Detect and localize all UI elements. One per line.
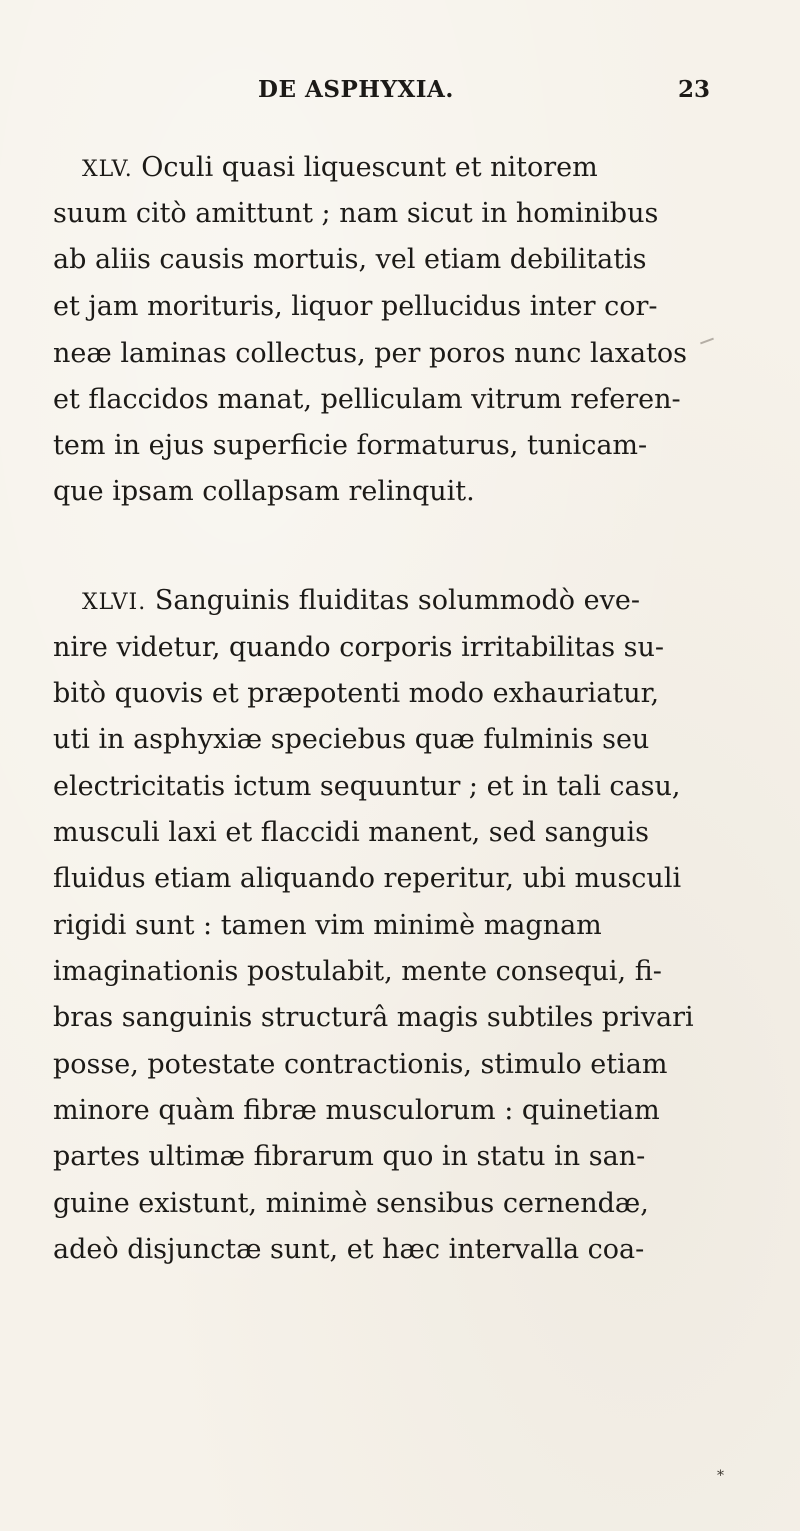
text-line: imaginationis postulabit, mente consequi, fi-	[53, 956, 662, 987]
section-numeral: XLV.	[82, 157, 133, 182]
text-line: que ipsam collapsam relinquit.	[53, 476, 475, 507]
section-numeral: XLVI.	[82, 590, 147, 615]
text-line: nire videtur, quando corporis irritabilitas su-	[53, 632, 665, 663]
text-line: partes ultimæ fibrarum quo in statu in san-	[53, 1141, 646, 1172]
text-line: adeò disjunctæ sunt, et hæc intervalla coa-	[53, 1234, 645, 1265]
text-line: neæ laminas collectus, per poros nunc laxatos	[53, 338, 688, 369]
text-line: rigidi sunt : tamen vim minimè magnam	[53, 910, 602, 941]
page-number: 23	[678, 76, 711, 103]
line-text: Sanguinis fluiditas solummodò eve-	[146, 585, 640, 616]
text-line: et jam morituris, liquor pellucidus inter cor-	[53, 291, 658, 322]
text-line: minore quàm fibræ musculorum : quinetiam	[53, 1095, 660, 1126]
text-line: tem in ejus superficie formaturus, tunicam-	[53, 430, 648, 461]
text-line: guine existunt, minimè sensibus cernendæ,	[53, 1188, 649, 1219]
text-line	[82, 151, 598, 185]
text-line: musculi laxi et flaccidi manent, sed sanguis	[53, 817, 649, 848]
text-line: uti in asphyxiæ speciebus quæ fulminis seu	[53, 724, 650, 755]
text-line: bitò quovis et præpotenti modo exhauriatur,	[53, 678, 660, 709]
text-line: fluidus etiam aliquando reperitur, ubi musculi	[53, 863, 682, 894]
text-line	[82, 584, 640, 618]
running-head-title: DE ASPHYXIA.	[258, 76, 454, 103]
running-header	[0, 76, 800, 106]
paper-speck	[700, 338, 714, 345]
footer-mark: *	[717, 1468, 724, 1484]
text-line: bras sanguinis structurâ magis subtiles privari	[53, 1002, 694, 1033]
text-line: ab aliis causis mortuis, vel etiam debilitatis	[53, 244, 647, 275]
text-line: suum citò amittunt ; nam sicut in hominibus	[53, 198, 659, 229]
text-line: posse, potestate contractionis, stimulo etiam	[53, 1049, 668, 1080]
line-text: Oculi quasi liquescunt et nitorem	[132, 152, 598, 183]
text-line: electricitatis ictum sequuntur ; et in tali casu,	[53, 771, 681, 802]
text-line: et flaccidos manat, pelliculam vitrum referen-	[53, 384, 681, 415]
